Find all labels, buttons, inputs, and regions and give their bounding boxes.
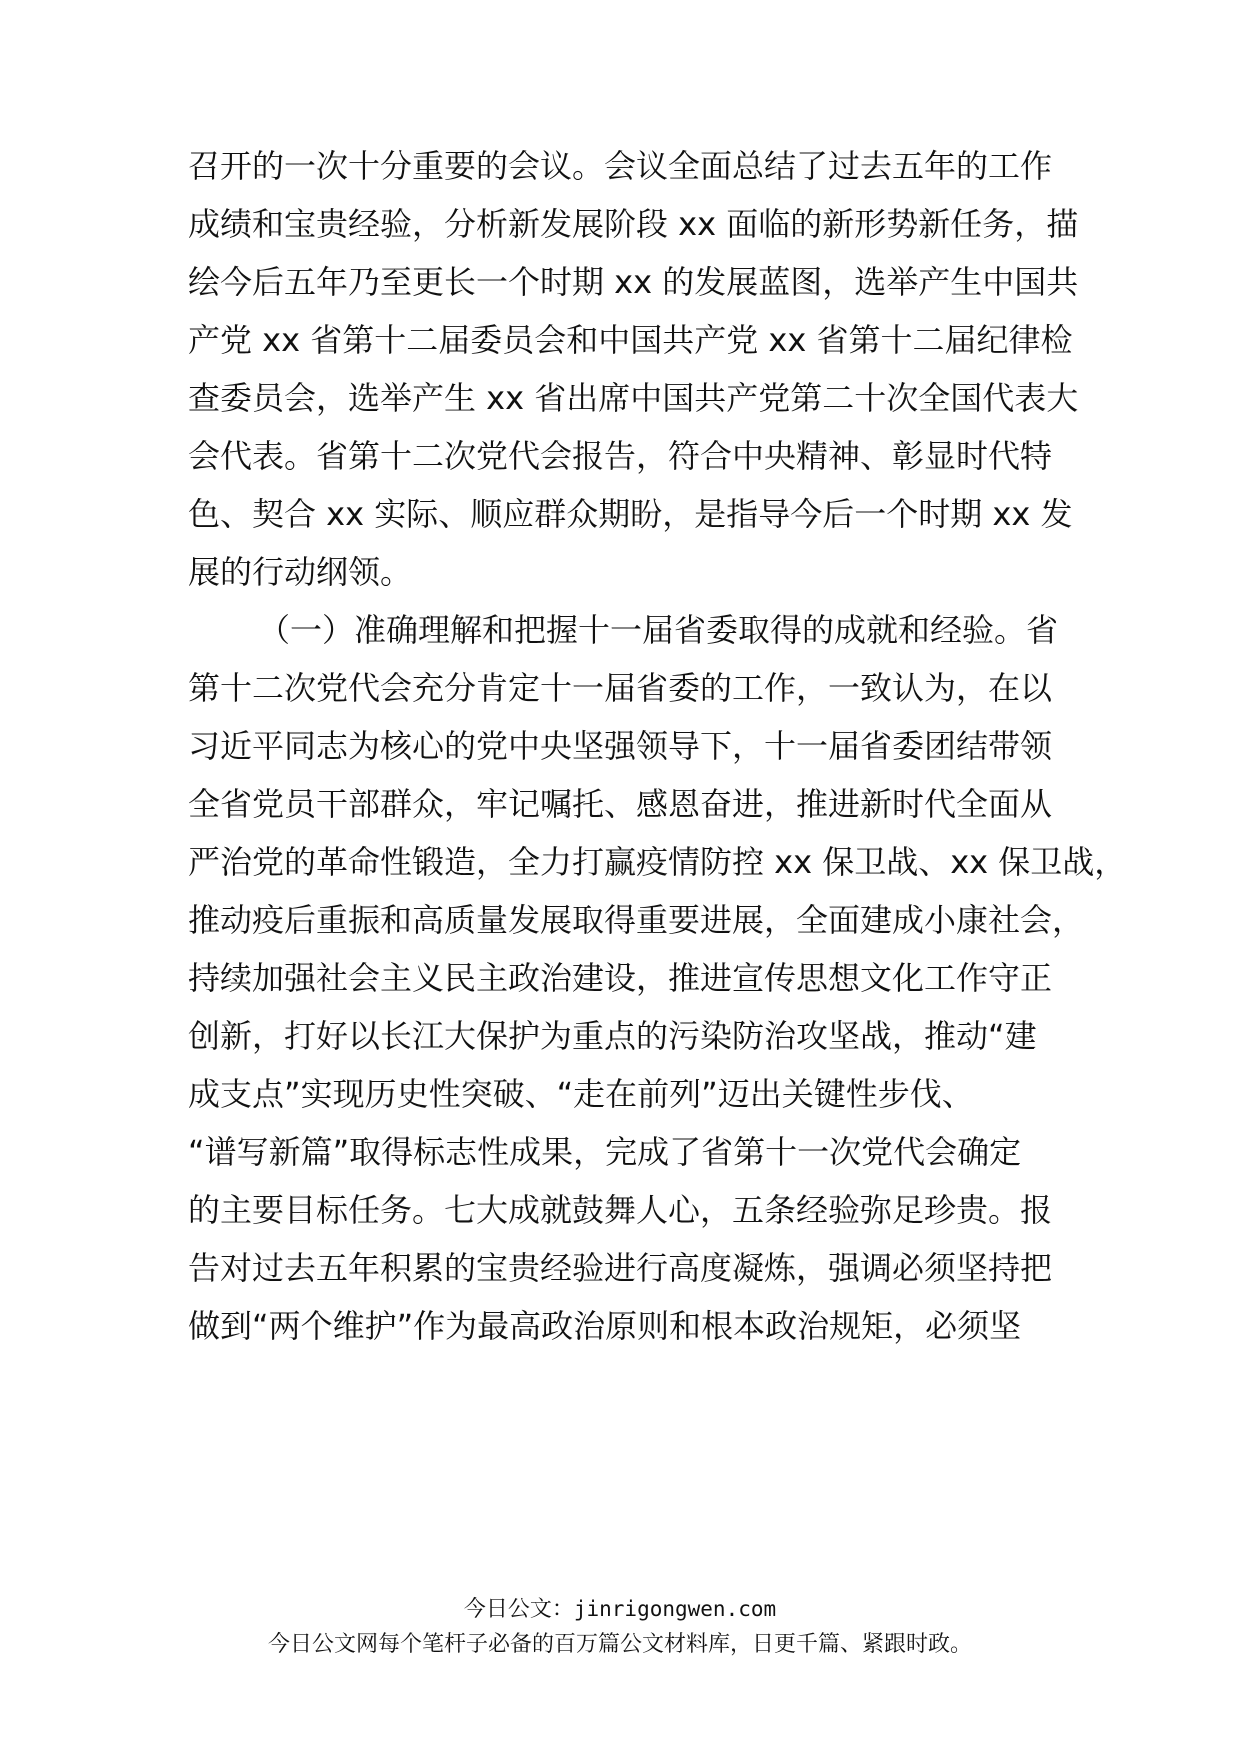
body-text-line: 做到“两个维护”作为最高政治原则和根本政治规矩，必须坚	[188, 1307, 1022, 1345]
footer-site-link[interactable]: jinrigongwen.com	[573, 1597, 777, 1621]
body-text-line: 全省党员干部群众，牢记嘱托、感恩奋进，推进新时代全面从	[188, 785, 1053, 823]
body-text-line: 成绩和宝贵经验，分析新发展阶段 xx 面临的新形势新任务，描	[188, 205, 1079, 243]
body-text-line: 产党 xx 省第十二届委员会和中国共产党 xx 省第十二届纪律检	[188, 321, 1073, 359]
body-text-line: 持续加强社会主义民主政治建设，推进宣传思想文化工作守正	[188, 959, 1053, 997]
body-text-line: 习近平同志为核心的党中央坚强领导下，十一届省委团结带领	[188, 727, 1053, 765]
body-text-line: 的主要目标任务。七大成就鼓舞人心，五条经验弥足珍贵。报	[188, 1191, 1053, 1229]
body-text-line: 告对过去五年积累的宝贵经验进行高度凝炼，强调必须坚持把	[188, 1249, 1053, 1287]
footer-tagline: 今日公文网每个笔杆子必备的百万篇公文材料库，日更千篇、紧跟时政。	[267, 1632, 972, 1657]
section-heading-line: （一）准确理解和把握十一届省委取得的成就和经验。省	[258, 611, 1059, 649]
body-text-line: 创新，打好以长江大保护为重点的污染防治攻坚战，推动“建	[188, 1017, 1037, 1055]
body-text-line: 展的行动纲领。	[188, 553, 413, 591]
body-text-line: “谱写新篇”取得标志性成果，完成了省第十一次党代会确定	[188, 1133, 1022, 1171]
body-text-line: 成支点”实现历史性突破、“走在前列”迈出关键性步伐、	[188, 1075, 974, 1113]
footer-site-label: 今日公文：	[463, 1597, 574, 1622]
body-text-line: 查委员会，选举产生 xx 省出席中国共产党第二十次全国代表大	[188, 379, 1079, 417]
body-text-line: 推动疫后重振和高质量发展取得重要进展，全面建成小康社会，	[188, 901, 1085, 939]
body-text-line: 严治党的革命性锻造，全力打赢疫情防控 xx 保卫战、xx 保卫战，	[188, 843, 1127, 881]
footer-site-line	[0, 1594, 1240, 1625]
body-text-line: 第十二次党代会充分肯定十一届省委的工作，一致认为，在以	[188, 669, 1053, 707]
body-text-line: 色、契合 xx 实际、顺应群众期盼，是指导今后一个时期 xx 发	[188, 495, 1073, 533]
body-text-line: 会代表。省第十二次党代会报告，符合中央精神、彰显时代特	[188, 437, 1053, 475]
body-text-line: 召开的一次十分重要的会议。会议全面总结了过去五年的工作	[188, 147, 1053, 185]
body-text-line: 绘今后五年乃至更长一个时期 xx 的发展蓝图，选举产生中国共	[188, 263, 1079, 301]
